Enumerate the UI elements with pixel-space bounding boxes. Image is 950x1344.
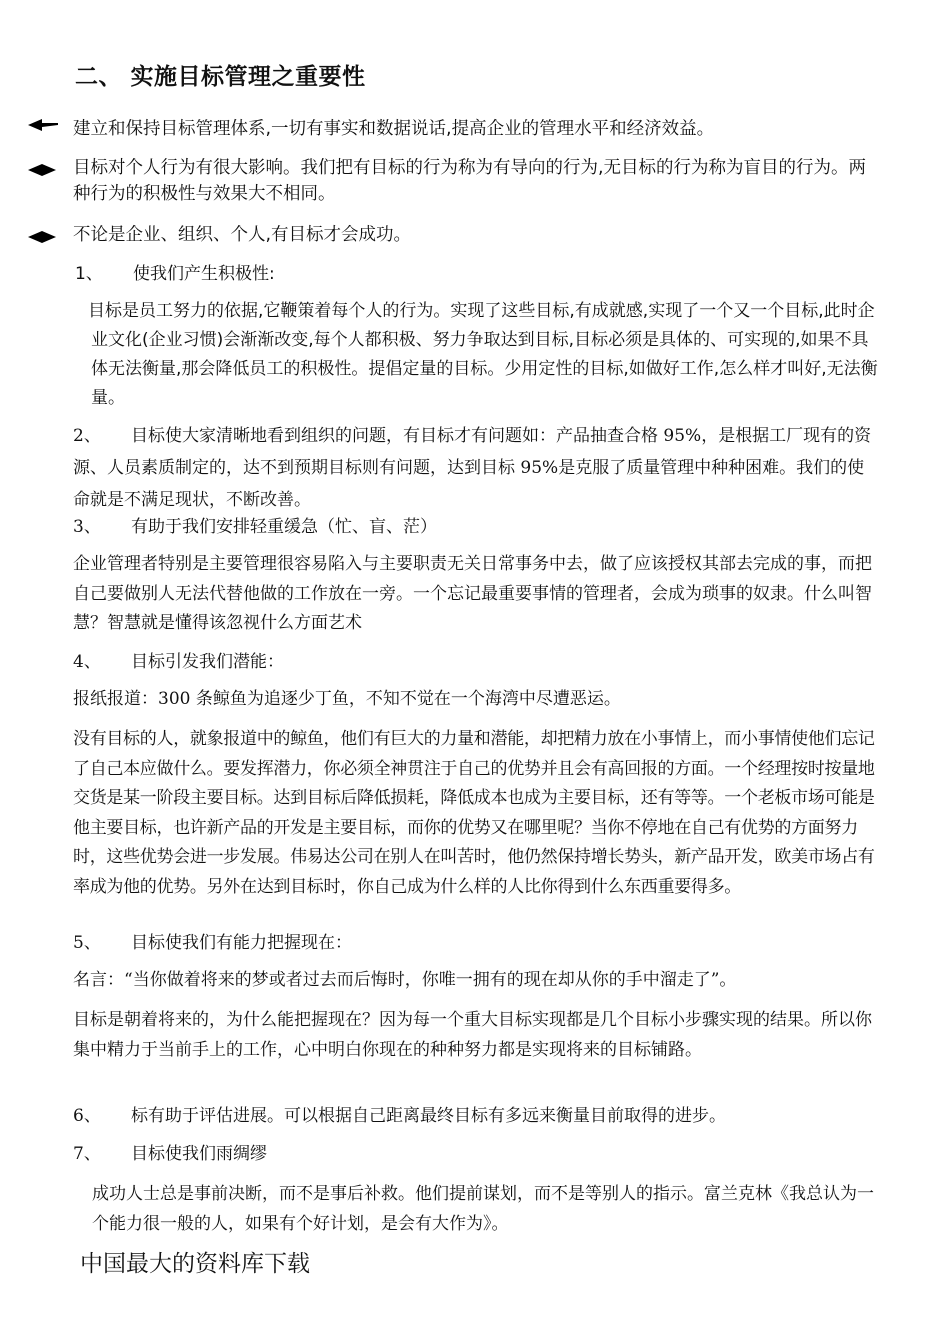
section-heading-4 <box>73 649 284 675</box>
section-heading-7 <box>73 1141 267 1167</box>
section-number: 3、 <box>73 517 101 537</box>
bullet-text: 目标对个人行为有很大影响。我们把有目标的行为称为有导向的行为,无目标的行为称为盲目的行为。两种行为的积极性与效果大不相同。 <box>73 158 867 204</box>
paragraph-section-4: 没有目标的人，就象报道中的鲸鱼，他们有巨大的力量和潜能，却把精力放在小事情上，而小事情使他们忘记了自己本应做什么。要发挥潜力，你必须全神贯注于自己的优势并且会有高回报的方面。一个经理按时按量地交货是某一阶段主要目标。达到目标后降低损耗，降低成本也成为主要目标，还有等等。一个老板市场可能是他主要目标，也许新产品的开发是主要目标，而你的优势又在哪里呢？当你不停地在自己有优势的方面努力时，这些优势会进一步发展。伟易达公司在别人在叫苦时，他仍然保持增长势头，新产品开发，欧美市场占有率成为他的优势。另外在达到目标时，你自己成为什么样的人比你得到什么东西重要得多。 <box>73 729 875 897</box>
section-number: 6、 <box>73 1106 101 1126</box>
section-heading-5 <box>73 930 352 956</box>
section-number: 2、 <box>73 426 101 446</box>
section-title: 二、 实施目标管理之重要性 <box>75 64 366 90</box>
section-number: 4、 <box>73 652 101 672</box>
section-number: 1、 <box>75 264 103 284</box>
section-heading-2 <box>73 420 873 516</box>
bullet-item <box>28 155 878 211</box>
section-heading-text: 有助于我们安排轻重缓急（忙、盲、茫） <box>131 517 437 537</box>
paragraph-quote: 名言：“当你做着将来的梦或者过去而后悔时，你唯一拥有的现在却从你的手中溜走了”。 <box>73 970 737 990</box>
section-heading-text: 使我们产生积极性: <box>133 264 275 284</box>
section-heading-text: 目标引发我们潜能： <box>131 652 284 672</box>
section-heading-1 <box>75 261 275 287</box>
section-heading-3 <box>73 514 437 540</box>
section-heading-text: 目标使大家清晰地看到组织的问题，有目标才有问题如：产品抽查合格 95%，是根据工厂现有的资源、人员素质制定的，达不到预期目标则有问题，达到目标 95%是克服了质量管理中种种困难。我们的使命就是不满足现状，不断改善。 <box>73 426 872 510</box>
section-heading-text: 目标使我们有能力把握现在： <box>131 933 352 953</box>
diamond-bullet-icon <box>28 164 60 176</box>
section-number: 5、 <box>73 933 101 953</box>
bullet-text: 不论是企业、组织、个人,有目标才会成功。 <box>73 225 412 245</box>
paragraph-newspaper: 报纸报道：300 条鲸鱼为追逐少丁鱼，不知不觉在一个海湾中尽遭恶运。 <box>73 689 621 709</box>
paragraph-section-7: 成功人士总是事前决断，而不是事后补救。他们提前谋划，而不是等别人的指示。富兰克林《我总认为一个能力很一般的人，如果有个好计划，是会有大作为》。 <box>92 1184 874 1234</box>
diamond-bullet-icon <box>28 119 60 131</box>
section-heading-6 <box>73 1103 726 1129</box>
paragraph-section-5: 目标是朝着将来的，为什么能把握现在？因为每一个重大目标实现都是几个目标小步骤实现的结果。所以你集中精力于当前手上的工作，心中明白你现在的种种努力都是实现将来的目标铺路。 <box>73 1010 872 1060</box>
section-number: 7、 <box>73 1144 101 1164</box>
bullet-item <box>28 116 878 144</box>
footer-text: 中国最大的资料库下载 <box>80 1251 310 1277</box>
diamond-bullet-icon <box>28 231 60 243</box>
paragraph-section-3: 企业管理者特别是主要管理很容易陷入与主要职责无关日常事务中去，做了应该授权其部去完成的事，而把自己要做别人无法代替他做的工作放在一旁。一个忘记最重要事情的管理者，会成为琐事的奴隶。什么叫智慧？智慧就是懂得该忽视什么方面艺术 <box>73 554 872 633</box>
paragraph-section-1: 目标是员工努力的依据,它鞭策着每个人的行为。实现了这些目标,有成就感,实现了一个又一个目标,此时企业文化(企业习惯)会渐渐改变,每个人都积极、努力争取达到目标,目标必须是具体的、可实现的,如果不具体无法衡量,那会降低员工的积极性。提倡定量的目标。少用定性的目标,如做好工作,怎么样才叫好,无法衡量。 <box>88 301 878 408</box>
bullet-text: 建立和保持目标管理体系,一切有事实和数据说话,提高企业的管理水平和经济效益。 <box>73 119 715 139</box>
section-heading-text: 目标使我们雨绸缪 <box>131 1144 267 1164</box>
bullet-item <box>28 222 878 250</box>
section-heading-text: 标有助于评估进展。可以根据自己距离最终目标有多远来衡量目前取得的进步。 <box>131 1106 726 1126</box>
